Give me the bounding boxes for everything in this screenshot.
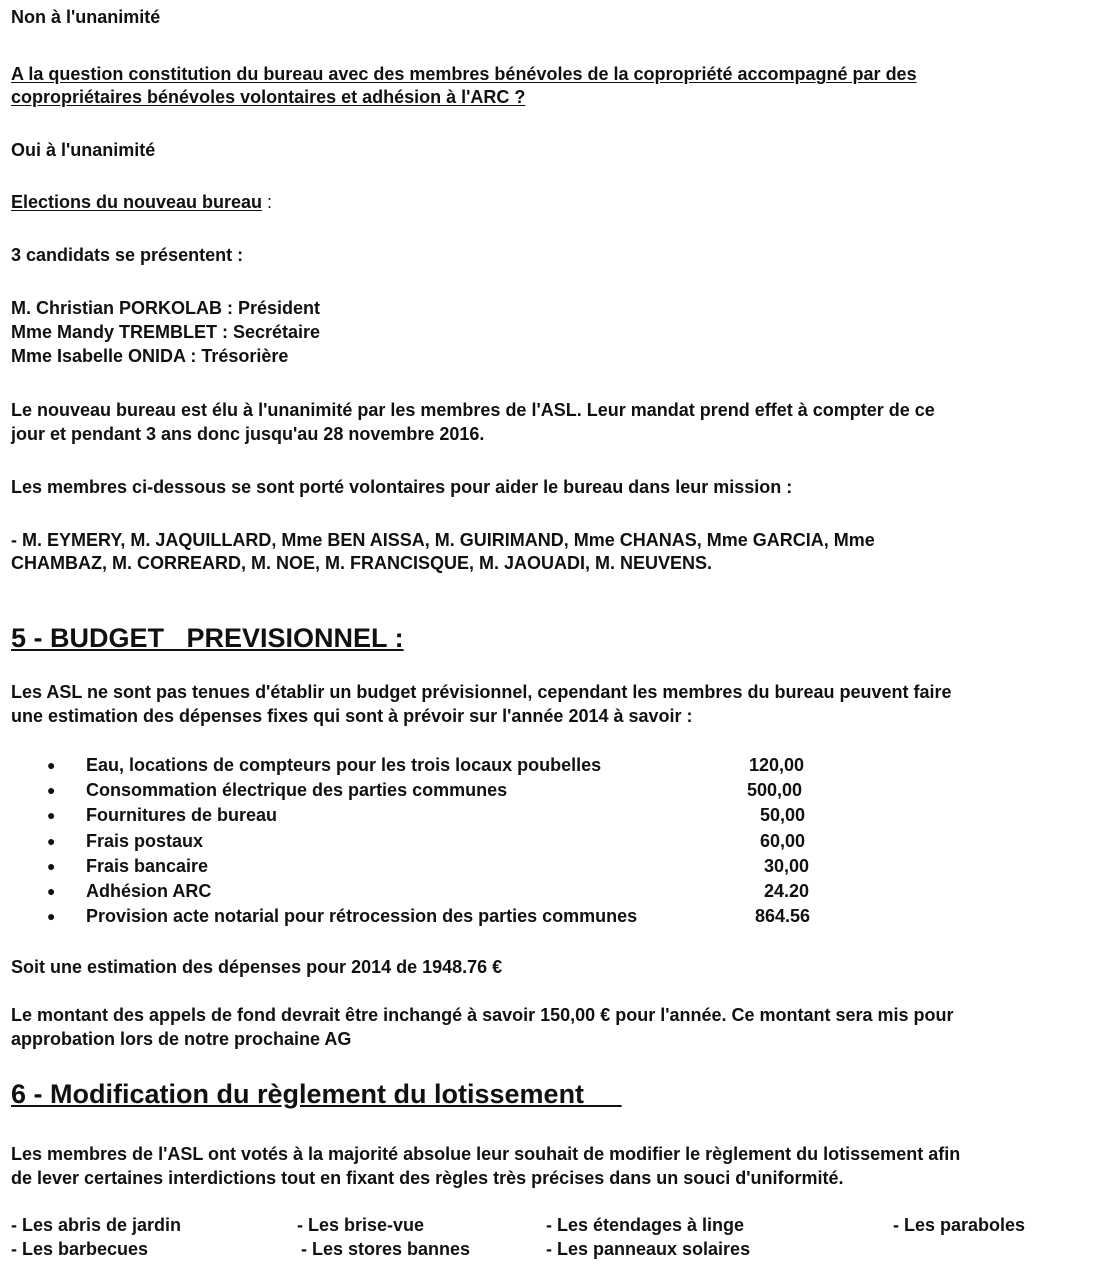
section-6-heading: 6 - Modification du règlement du lotissement bbox=[11, 1079, 622, 1109]
elected-line-1: Le nouveau bureau est élu à l'unanimité par les membres de l'ASL. Leur mandat prend effet à compter de ce bbox=[11, 400, 935, 420]
elected-line-2: jour et pendant 3 ans donc jusqu'au 28 novembre 2016. bbox=[11, 424, 485, 444]
candidate-president: M. Christian PORKOLAB : Président bbox=[11, 298, 321, 318]
budget-item-amount: 864.56 bbox=[754, 906, 810, 926]
list-item: - Les étendages à linge bbox=[546, 1215, 745, 1235]
section-5-heading: 5 - BUDGET PREVISIONNEL : bbox=[11, 623, 404, 653]
vote-result-oui: Oui à l'unanimité bbox=[11, 140, 156, 160]
bullet-icon: ● bbox=[47, 883, 56, 899]
list-item: - Les brise-vue bbox=[297, 1215, 425, 1235]
elections-colon: : bbox=[262, 192, 273, 212]
list-item: - Les abris de jardin bbox=[11, 1215, 182, 1235]
budget-item-label: Frais bancaire bbox=[86, 856, 209, 876]
bullet-icon: ● bbox=[47, 757, 56, 773]
question-line-2: copropriétaires bénévoles volontaires et adhésion à l'ARC ? bbox=[11, 87, 526, 107]
budget-item-amount: 500,00 bbox=[746, 780, 802, 800]
candidate-tresoriere: Mme Isabelle ONIDA : Trésorière bbox=[11, 346, 289, 366]
list-item: - Les stores bannes bbox=[301, 1239, 471, 1259]
bullet-icon: ● bbox=[47, 908, 56, 924]
budget-item-label: Adhésion ARC bbox=[86, 881, 212, 901]
budget-item-amount: 50,00 bbox=[759, 805, 805, 825]
elections-heading-line bbox=[11, 190, 272, 214]
budget-para-line-1: Les ASL ne sont pas tenues d'établir un budget prévisionnel, cependant les membres du bureau peuvent faire bbox=[11, 682, 952, 702]
vote-result-non: Non à l'unanimité bbox=[11, 7, 161, 27]
volunteers-intro: Les membres ci-dessous se sont porté volontaires pour aider le bureau dans leur mission : bbox=[11, 477, 793, 497]
budget-item-label: Fournitures de bureau bbox=[86, 805, 278, 825]
elections-heading: Elections du nouveau bureau bbox=[11, 192, 263, 212]
bullet-icon: ● bbox=[47, 807, 56, 823]
reglement-para-line-2: de lever certaines interdictions tout en fixant des règles très précises dans un souci d'uniformité. bbox=[11, 1168, 844, 1188]
budget-item-amount: 120,00 bbox=[748, 755, 804, 775]
budget-item-label: Eau, locations de compteurs pour les trois locaux poubelles bbox=[86, 755, 602, 775]
bullet-icon: ● bbox=[47, 858, 56, 874]
candidate-secretaire: Mme Mandy TREMBLET : Secrétaire bbox=[11, 322, 321, 342]
volunteers-line-2: CHAMBAZ, M. CORREARD, M. NOE, M. FRANCISQUE, M. JAOUADI, M. NEUVENS. bbox=[11, 553, 713, 573]
budget-item-label: Frais postaux bbox=[86, 831, 204, 851]
list-item: - Les panneaux solaires bbox=[546, 1239, 751, 1259]
list-item: - Les paraboles bbox=[893, 1215, 1026, 1235]
bullet-icon: ● bbox=[47, 782, 56, 798]
budget-item-amount: 30,00 bbox=[763, 856, 809, 876]
bullet-icon: ● bbox=[47, 833, 56, 849]
budget-total: Soit une estimation des dépenses pour 2014 de 1948.76 € bbox=[11, 957, 503, 977]
budget-item-label: Provision acte notarial pour rétrocession des parties communes bbox=[86, 906, 638, 926]
budget-para-line-2: une estimation des dépenses fixes qui sont à prévoir sur l'année 2014 à savoir : bbox=[11, 706, 693, 726]
question-line-1: A la question constitution du bureau avec des membres bénévoles de la copropriété accompagné par des bbox=[11, 64, 917, 84]
appeal-line-1: Le montant des appels de fond devrait être inchangé à savoir 150,00 € pour l'année. Ce montant sera mis pour bbox=[11, 1005, 954, 1025]
candidates-intro: 3 candidats se présentent : bbox=[11, 245, 244, 265]
list-item: - Les barbecues bbox=[11, 1239, 149, 1259]
budget-item-amount: 60,00 bbox=[759, 831, 805, 851]
volunteers-line-1: - M. EYMERY, M. JAQUILLARD, Mme BEN AISSA, M. GUIRIMAND, Mme CHANAS, Mme GARCIA, Mme bbox=[11, 530, 875, 550]
appeal-line-2: approbation lors de notre prochaine AG bbox=[11, 1029, 352, 1049]
reglement-para-line-1: Les membres de l'ASL ont votés à la majorité absolue leur souhait de modifier le règlement du lotissement afin bbox=[11, 1144, 961, 1164]
budget-item-label: Consommation électrique des parties communes bbox=[86, 780, 508, 800]
budget-item-amount: 24.20 bbox=[763, 881, 809, 901]
